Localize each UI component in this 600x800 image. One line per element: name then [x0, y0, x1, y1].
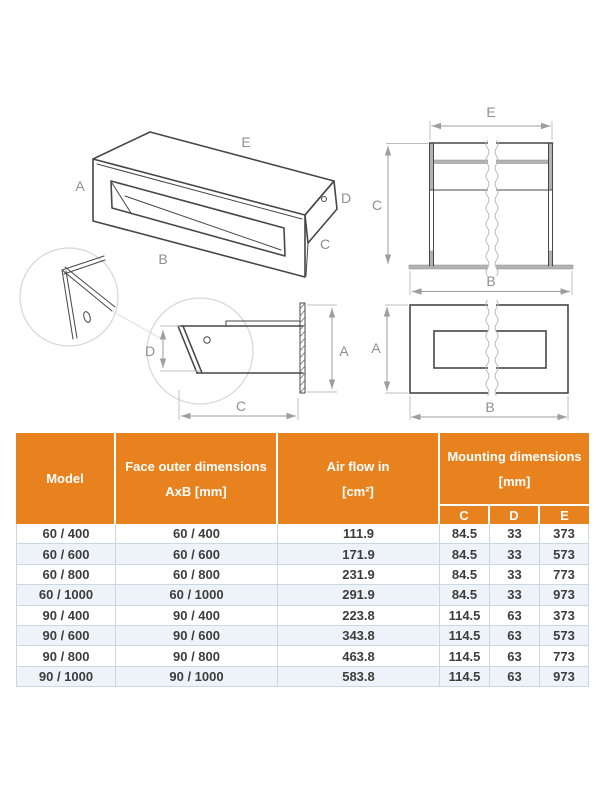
cell-air-flow: 583.8: [278, 667, 440, 687]
cell-air-flow: 171.9: [278, 544, 440, 564]
cell-e: 973: [540, 667, 589, 687]
rear-break-gap: [488, 137, 496, 277]
front-break-gap: [488, 299, 496, 399]
dimension-table: [16, 433, 589, 687]
cell-d: 63: [490, 646, 540, 666]
cell-face-axb: 60 / 1000: [116, 585, 278, 605]
cell-c: 84.5: [440, 565, 490, 585]
table-row: [16, 585, 589, 605]
callout-connector-line: [112, 311, 160, 338]
table-row: [16, 565, 589, 585]
cell-model: 90 / 400: [16, 606, 116, 626]
cell-air-flow: 231.9: [278, 565, 440, 585]
cell-e: 573: [540, 626, 589, 646]
cell-c: 114.5: [440, 646, 490, 666]
cell-model: 60 / 600: [16, 544, 116, 564]
cell-c: 84.5: [440, 524, 490, 544]
cell-air-flow: 291.9: [278, 585, 440, 605]
iso-label-c: C: [319, 236, 331, 252]
table-row: [16, 646, 589, 666]
front-label-b: B: [485, 399, 495, 415]
table-row: [16, 524, 589, 544]
iso-label-b: B: [158, 251, 168, 267]
iso-opening-outline: [111, 181, 285, 256]
cell-face-axb: 60 / 400: [116, 524, 278, 544]
side-screw-hole: [204, 337, 210, 343]
subheader-e: E: [540, 504, 589, 524]
cell-face-axb: 90 / 400: [116, 606, 278, 626]
cell-c: 114.5: [440, 626, 490, 646]
cell-d: 63: [490, 626, 540, 646]
cell-e: 373: [540, 524, 589, 544]
header-face-outer-dimensions: Face outer dimensions AxB [mm]: [116, 433, 278, 524]
cell-model: 60 / 1000: [16, 585, 116, 605]
side-label-d: D: [144, 343, 156, 359]
cell-c: 114.5: [440, 667, 490, 687]
iso-label-a: A: [75, 178, 85, 194]
iso-top-face: [93, 132, 334, 215]
cell-e: 773: [540, 565, 589, 585]
subheader-c: C: [440, 504, 490, 524]
side-view-drawing: [145, 298, 349, 420]
cell-face-axb: 90 / 1000: [116, 667, 278, 687]
header-model: Model: [16, 433, 116, 524]
cell-face-axb: 90 / 800: [116, 646, 278, 666]
rear-label-e: E: [486, 104, 496, 120]
side-grille-face: [178, 326, 202, 373]
cell-model: 90 / 1000: [16, 667, 116, 687]
table-row: [16, 626, 589, 646]
cell-d: 33: [490, 565, 540, 585]
iso-flange-outline: [93, 159, 305, 277]
cell-d: 63: [490, 667, 540, 687]
cell-model: 60 / 800: [16, 565, 116, 585]
cell-face-axb: 60 / 600: [116, 544, 278, 564]
cell-e: 973: [540, 585, 589, 605]
cell-c: 84.5: [440, 585, 490, 605]
table-body: [16, 524, 589, 687]
front-label-a: A: [371, 340, 381, 356]
cell-face-axb: 60 / 800: [116, 565, 278, 585]
front-view-drawing: [371, 299, 568, 420]
isometric-view-drawing: [75, 132, 351, 277]
iso-label-d: D: [340, 190, 352, 206]
cell-d: 33: [490, 544, 540, 564]
cell-c: 114.5: [440, 606, 490, 626]
detail-callout-drawing: [20, 248, 160, 346]
cell-d: 63: [490, 606, 540, 626]
cell-air-flow: 463.8: [278, 646, 440, 666]
iso-label-e: E: [241, 134, 251, 150]
table-header: [16, 433, 589, 524]
detail-hole: [82, 311, 91, 323]
rear-label-c: C: [371, 197, 383, 213]
header-mounting-dimensions: Mounting dimensions [mm]: [440, 433, 589, 504]
cell-e: 773: [540, 646, 589, 666]
cell-model: 90 / 800: [16, 646, 116, 666]
cell-c: 84.5: [440, 544, 490, 564]
table-row: [16, 606, 589, 626]
cell-air-flow: 111.9: [278, 524, 440, 544]
header-air-flow: Air flow in [cm²]: [278, 433, 440, 524]
iso-screw-hole: [322, 197, 327, 202]
side-label-c: C: [235, 398, 247, 414]
cell-model: 60 / 400: [16, 524, 116, 544]
rear-label-b: B: [486, 273, 496, 289]
side-label-a: A: [339, 343, 349, 359]
table-row: [16, 544, 589, 564]
subheader-d: D: [490, 504, 540, 524]
cell-d: 33: [490, 524, 540, 544]
table-row: [16, 667, 589, 687]
cell-e: 573: [540, 544, 589, 564]
cell-air-flow: 343.8: [278, 626, 440, 646]
cell-model: 90 / 600: [16, 626, 116, 646]
iso-end-cap: [305, 181, 337, 243]
rear-view-drawing: [372, 104, 573, 295]
cell-face-axb: 90 / 600: [116, 626, 278, 646]
cell-e: 373: [540, 606, 589, 626]
cell-air-flow: 223.8: [278, 606, 440, 626]
cell-d: 33: [490, 585, 540, 605]
